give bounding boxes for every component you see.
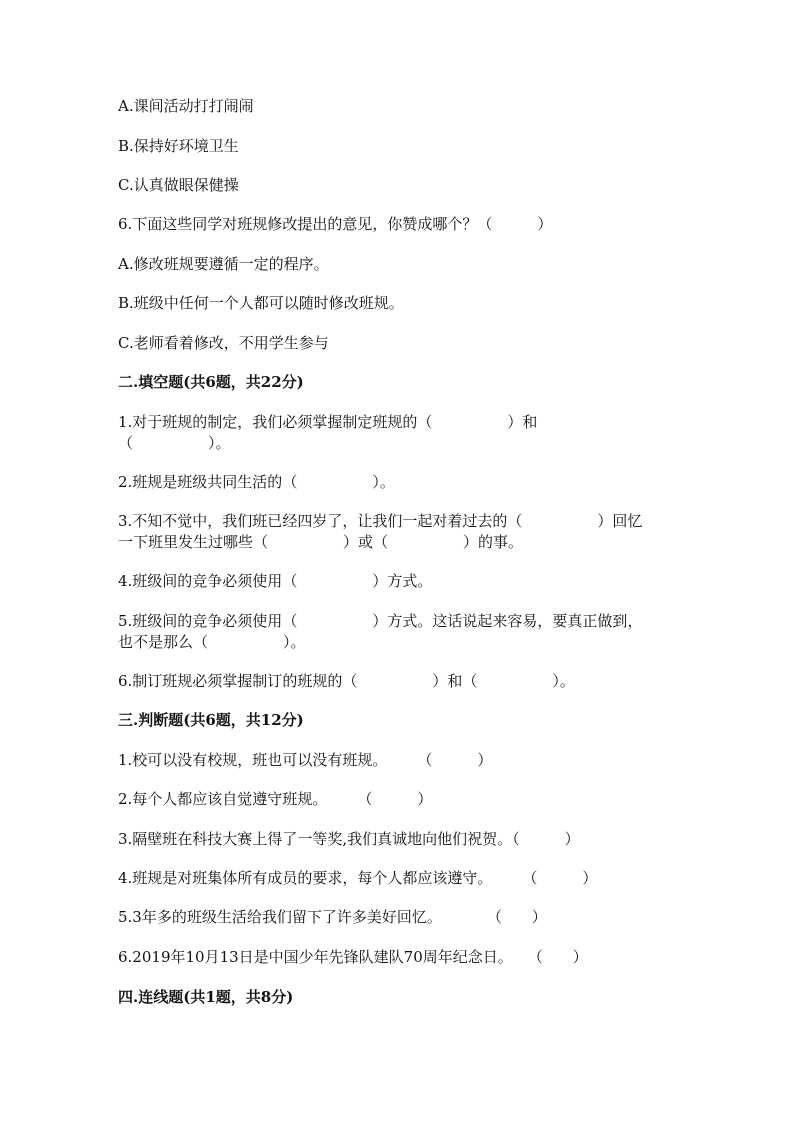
q5-option-b: B.保持好环境卫生: [118, 137, 239, 155]
judge-q5: 5.3年多的班级生活给我们留下了许多美好回忆。 （ ）: [118, 908, 547, 926]
match-section-heading: 四.连线题(共1题，共8分): [118, 988, 294, 1006]
choice-q6-question: 6.下面这些同学对班规修改提出的意见，你赞成哪个？（ ）: [118, 215, 553, 233]
judge-q2: 2.每个人都应该自觉遵守班规。 （ ）: [118, 790, 433, 808]
judge-q4: 4.班规是对班集体所有成员的要求，每个人都应该遵守。 （ ）: [118, 869, 598, 887]
fill-q3-line1: 3.不知不觉中，我们班已经四岁了，让我们一起对着过去的（ ）回忆: [118, 512, 643, 530]
judge-q1: 1.校可以没有校规，班也可以没有班规。 （ ）: [118, 751, 493, 769]
fill-q4: 4.班级间的竞争必须使用（ ）方式。: [118, 572, 433, 590]
judge-q6: 6.2019年10月13日是中国少年先锋队建队70周年纪念日。 （ ）: [118, 948, 588, 966]
fill-section-heading: 二.填空题(共6题，共22分): [118, 373, 304, 391]
fill-q2: 2.班规是班级共同生活的（ ）。: [118, 473, 395, 491]
q6-option-b: B.班级中任何一个人都可以随时修改班规。: [118, 294, 404, 312]
q6-option-c: C.老师看着修改，不用学生参与: [118, 334, 329, 352]
fill-q6: 6.制订班规必须掌握制订的班规的（ ）和（ ）。: [118, 672, 575, 690]
q5-option-a: A.课间活动打打闹闹: [118, 97, 254, 115]
q5-option-c: C.认真做眼保健操: [118, 176, 239, 194]
fill-q1-line1: 1.对于班规的制定，我们必须掌握制定班规的（ ）和: [118, 413, 538, 431]
fill-q3-line2: 一下班里发生过哪些（ ）或（ ）的事。: [118, 533, 524, 551]
judge-q3: 3.隔壁班在科技大赛上得了一等奖,我们真诚地向他们祝贺。（ ）: [118, 830, 580, 848]
fill-q5-line2: 也不是那么（ ）。: [118, 633, 306, 651]
q6-option-a: A.修改班规要遵循一定的程序。: [118, 255, 329, 273]
fill-q1-line2: （ ）。: [118, 434, 231, 452]
fill-q5-line1: 5.班级间的竞争必须使用（ ）方式。这话说起来容易，要真正做到，: [118, 612, 643, 630]
judge-section-heading: 三.判断题(共6题，共12分): [118, 711, 304, 729]
